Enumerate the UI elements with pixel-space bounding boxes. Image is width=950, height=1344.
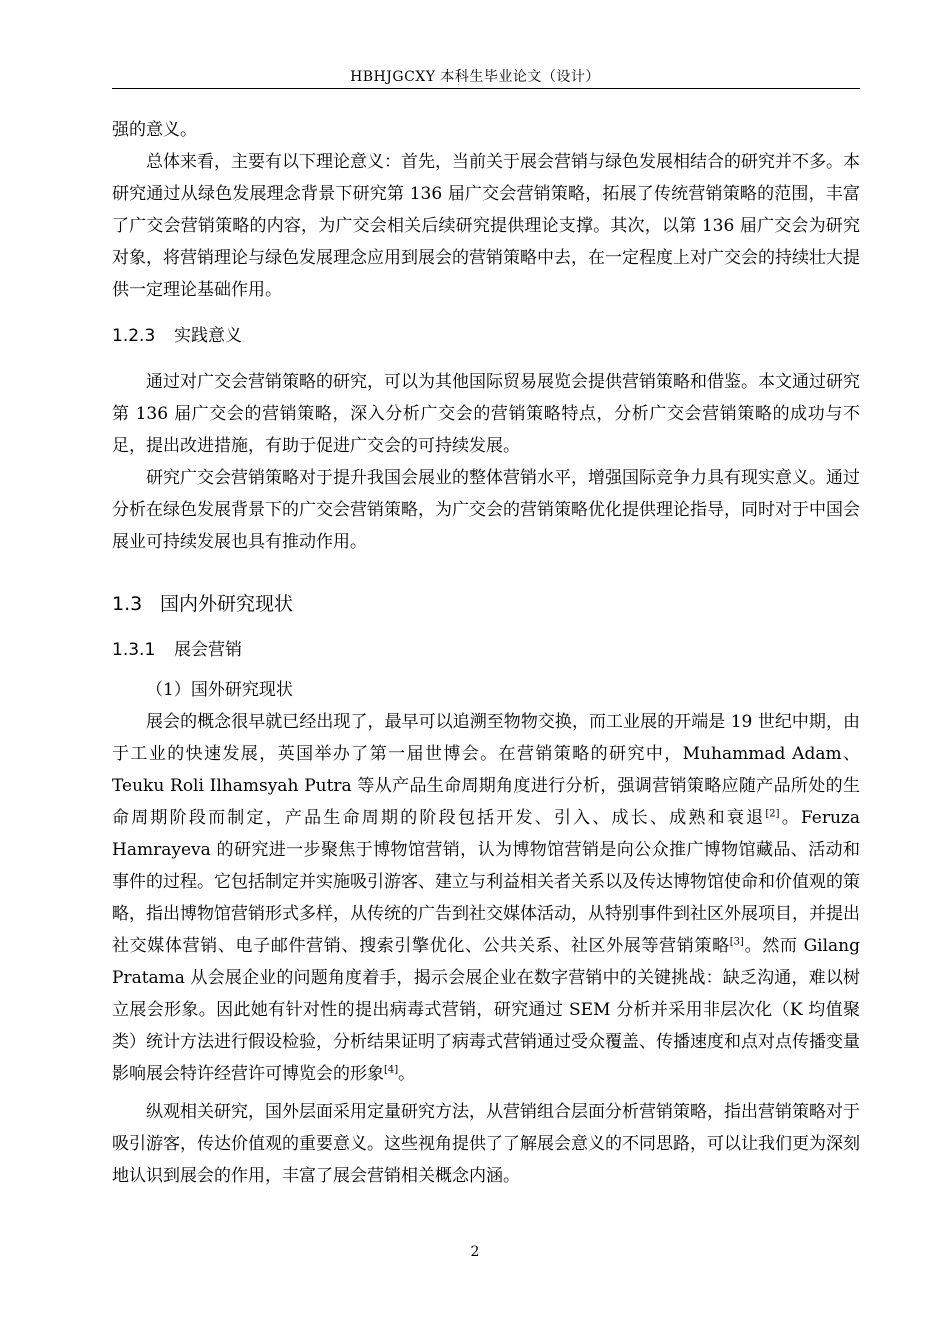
text-run: 。 [398, 1064, 416, 1084]
heading-1-2-3 [112, 320, 860, 352]
citation-4[interactable]: [4] [384, 1064, 399, 1076]
heading-title: 实践意义 [174, 326, 242, 346]
paragraph-practice-1: 通过对广交会营销策略的研究，可以为其他国际贸易展览会提供营销策略和借鉴。本文通过研究第 136 届广交会的营销策略，深入分析广交会的营销策略特点，分析广交会营销策略的成功与不足，提出改进措施，有助于促进广交会的可持续发展。 [112, 372, 860, 456]
citation-2[interactable]: [2] [765, 808, 780, 820]
running-header: HBHJGCXY 本科生毕业论文（设计） [350, 69, 600, 85]
paragraph-practice-2: 研究广交会营销策略对于提升我国会展业的整体营销水平，增强国际竞争力具有现实意义。通过分析在绿色发展背景下的广交会营销策略，为广交会的营销策略优化提供理论指导，同时对于中国会展业可持续发展也具有推动作用。 [112, 468, 860, 552]
heading-1-3 [112, 588, 860, 620]
sub-heading-foreign-research: （1）国外研究现状 [146, 680, 293, 700]
text-run: 。Feruza Hamrayeva 的研究进一步聚焦于博物馆营销，认为博物馆营销是向公众推广博物馆藏品、活动和事件的过程。它包括制定并实施吸引游客、建立与利益相关者关系以及传达博物馆使命和价值观的策略，指出博物馆营销形式多样，从传统的广告到社交媒体活动，从特别事件到社区外展项目，并提出社交媒体营销、电子邮件营销、搜索引擎优化、公共关系、社区外展等营销策略 [112, 808, 861, 956]
text-run: 。然而 Gilang Pratama 从会展企业的问题角度着手，揭示会展企业在数字营销中的关键挑战：缺乏沟通，难以树立展会形象。因此她有针对性的提出病毒式营销，研究通过 SEM 分析并采用非层次化（K 均值聚类）统计方法进行假设检验，分析结果证明了病毒式营销通过受众覆盖、传播速度和点对点传播变量影响展会特许经营许可博览会的形象 [112, 936, 860, 1084]
header-rule [112, 88, 860, 89]
paragraph-summary: 纵观相关研究，国外层面采用定量研究方法，从营销组合层面分析营销策略，指出营销策略对于吸引游客，传达价值观的重要意义。这些视角提供了了解展会意义的不同思路，可以让我们更为深刻地认识到展会的作用，丰富了展会营销相关概念内涵。 [112, 1102, 860, 1186]
paragraph-foreign-research [112, 706, 860, 1090]
page-body [112, 114, 860, 1192]
heading-1-3-1 [112, 634, 860, 666]
paragraph-theory-significance: 总体来看，主要有以下理论意义：首先，当前关于展会营销与绿色发展相结合的研究并不多。本研究通过从绿色发展理念背景下研究第 136 届广交会营销策略，拓展了传统营销策略的范围，丰富了广交会营销策略的内容，为广交会相关后续研究提供理论支撑。其次，以第 136 届广交会为研究对象，将营销理论与绿色发展理念应用到展会的营销策略中去，在一定程度上对广交会的持续壮大提供一定理论基础作用。 [112, 152, 860, 300]
heading-title: 展会营销 [174, 640, 242, 660]
paragraph-continuation: 强的意义。 [112, 120, 197, 140]
heading-number: 1.3 [112, 593, 143, 615]
heading-number: 1.3.1 [112, 640, 156, 660]
heading-number: 1.2.3 [112, 326, 156, 346]
citation-3[interactable]: [3] [729, 936, 744, 948]
text-run: 展会的概念很早就已经出现了，最早可以追溯至物物交换，而工业展的开端是 19 世纪中期，由于工业的快速发展，英国举办了第一届世博会。在营销策略的研究中，Muhammad Adam、Teuku Roli Ilhamsyah Putra 等从产品生命周期角度进行分析，强调营销策略应随产品所处的生命周期阶段而制定，产品生命周期的阶段包括开发、引入、成长、成熟和衰退 [112, 712, 860, 828]
heading-title: 国内外研究现状 [160, 593, 294, 615]
page-number: 2 [470, 1244, 480, 1260]
